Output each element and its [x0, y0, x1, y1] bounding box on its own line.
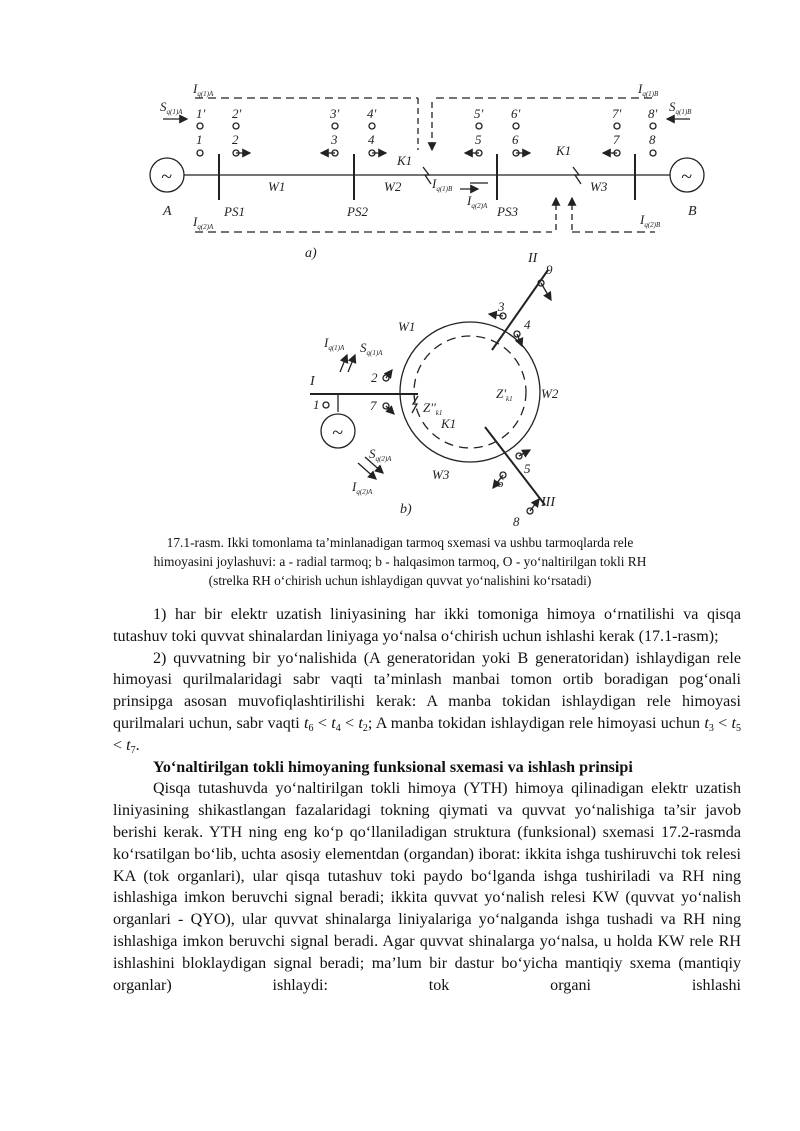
power-left: $S_{q(1)A}$ [160, 99, 183, 116]
ring-line-w2: W2 [541, 386, 559, 401]
paragraph-2: 2) quvvatning bir yo‘nalishida (A generatoridan yoki B generatoridan) ishlaydigan rele himoyasi qurilmalaridagi sabr vaqti ta’minlash manbai tomon ortib boradigan pog‘onali prinsipga asosan muvofiqlashtirilishi kerak: A manba tokidan ishlaydigan rele himoyasi qurilmalari uchun, sabr vaqti $t_6 < t_4 < t_2$; A manba tokidan ishlaydigan rele himoyasi uchun $t_3 < t_5 < t_7$. [113, 649, 741, 756]
bus-ii: II [528, 251, 538, 266]
source-b-label: B [688, 204, 697, 219]
impedance-left: $Z''_{k1}$ [423, 400, 443, 417]
caption-line-2: himoyasini joylashuvi: a - radial tarmoq; b - halqasimon tarmoq, O - yo‘naltirilgan tokli RH [153, 554, 647, 569]
relay-numbers [196, 132, 656, 147]
current-bottom-right: $I_{q(2)B}$ [640, 212, 661, 229]
svg-text:8: 8 [513, 514, 520, 529]
paragraph-1: 1) har bir elektr uzatish liniyasining har ikki tomoniga himoya o‘rnatilishi va qisqa tutashuv toki quvvat shinalardan liniyaga yo‘nalsa o‘chirish uchun ishlashi kerak (17.1-rasm); [113, 606, 741, 645]
svg-text:3': 3' [330, 106, 340, 121]
svg-text:2': 2' [232, 106, 242, 121]
fault-k1-b: K1 [556, 143, 572, 158]
current-mid-bottom: $I_{q(2)A}$ [467, 193, 488, 210]
current-bottom-left: $I_{q(2)A}$ [193, 214, 214, 231]
bus-iii: III [541, 495, 555, 510]
svg-text:5': 5' [474, 106, 484, 121]
relay-numbers-primed [196, 106, 658, 121]
ring-current-bottom: $I_{q(2)A}$ [352, 479, 373, 496]
ring-network-diagram [310, 270, 551, 514]
svg-text:5: 5 [475, 132, 482, 147]
line-w2: W2 [384, 179, 402, 194]
relay-symbols-a [197, 123, 656, 156]
section-heading: Yo‘naltirilgan tokli himoyaning funksional sxemasi va ishlash prinsipi [153, 758, 633, 776]
svg-text:1: 1 [313, 397, 320, 412]
current-top-right: $I_{q(1)B}$ [638, 81, 659, 98]
svg-text:3: 3 [498, 299, 505, 314]
sublabel-b: b) [400, 502, 412, 517]
svg-text:4: 4 [368, 132, 375, 147]
document-body [113, 604, 741, 996]
svg-text:6: 6 [497, 475, 504, 490]
relay-protection-diagram [0, 0, 800, 540]
ring-inner [414, 336, 526, 448]
ring-line-w3: W3 [432, 467, 450, 482]
bus-i: I [310, 374, 315, 389]
generator-ring-symbol: ~ [332, 422, 343, 444]
svg-text:2: 2 [371, 370, 378, 385]
fault-k1-a: K1 [397, 153, 413, 168]
generator-b-symbol: ~ [681, 166, 692, 188]
ring-line-w1: W1 [398, 319, 416, 334]
power-right: $S_{q(1)B}$ [669, 99, 692, 116]
svg-text:4': 4' [367, 106, 377, 121]
impedance-right: $Z'_{k1}$ [496, 386, 513, 403]
substation-ps2: PS2 [347, 204, 368, 219]
svg-text:2: 2 [232, 132, 239, 147]
svg-text:6: 6 [512, 132, 519, 147]
svg-text:8': 8' [648, 106, 658, 121]
radial-network-labels [160, 81, 697, 261]
svg-text:9: 9 [546, 262, 553, 277]
ring-fault-k1: K1 [441, 416, 457, 431]
paragraph-3: Qisqa tutashuvda yo‘naltirilgan tokli himoya (YTH) himoya qilinadigan elektr uzatish liniyasining shikastlangan fazalaridagi tokning qiymati va quvvat yo‘nalishiga ta’sir javob berishi kerak. YTH ning eng ko‘p qo‘llaniladigan struktura (funksional) sxemasi 17.2-rasmda ko‘rsatilgan bo‘lib, uchta asosiy elementdan (organdan) iborat: ikkita ishga tushiruvchi tok relesi KA (tok organlari), ular qisqa tutashuv toki paydo bo‘lganda ishga tushiriladi va RH ning ishlashiga imkon beruvchi signal beradi; ikkita quvvat yo‘nalish relesi KW (quvvat yo‘nalish organlari - QYO), ular quvvat shinalarga liniyalariga yo‘nalganda ishga tushadi va RH ning ishlashiga imkon beruvchi signal beradi. Agar quvvat shinalarga yo‘nalsa, u holda KW rele RH ishlashini bloklaydigan signal beradi; ma’lum bir dastur bo‘yicha mantiqiy sxema (mantiqiy organlar) ishlaydi: tok organi ishlashi [113, 780, 741, 994]
ring-current-top: $I_{q(1)A}$ [324, 335, 345, 352]
ring-relay-numbers [313, 262, 553, 529]
ring-outer [400, 322, 540, 462]
caption-line-3: (strelka RH o‘chirish uchun ishlaydigan quvvat yo‘nalishini ko‘rsatadi) [208, 573, 592, 588]
current-top-left: $I_{q(1)A}$ [193, 81, 214, 98]
line-w1: W1 [268, 179, 286, 194]
substation-ps3: PS3 [497, 204, 518, 219]
svg-text:7': 7' [612, 106, 622, 121]
ring-network-labels [309, 251, 559, 529]
caption-line-1: 17.1-rasm. Ikki tomonlama ta’minlanadigan tarmoq sxemasi va ushbu tarmoqlarda rele [166, 535, 634, 550]
current-mid-top: $I_{q(1)B}$ [432, 176, 453, 193]
svg-text:8: 8 [649, 132, 656, 147]
sublabel-a: a) [305, 246, 317, 261]
ring-power-bottom: $S_{q(2)A}$ [369, 446, 392, 463]
svg-text:4: 4 [524, 317, 531, 332]
svg-text:5: 5 [524, 461, 531, 476]
svg-text:1: 1 [196, 132, 203, 147]
figure-caption [110, 533, 690, 590]
generator-a-symbol: ~ [161, 166, 172, 188]
source-a-label: A [163, 204, 172, 219]
svg-text:1': 1' [196, 106, 206, 121]
svg-text:7: 7 [370, 398, 377, 413]
substation-ps1: PS1 [224, 204, 245, 219]
ring-power-top: $S_{q(1)A}$ [360, 340, 383, 357]
svg-text:7: 7 [613, 132, 620, 147]
line-w3: W3 [590, 179, 608, 194]
svg-text:6': 6' [511, 106, 521, 121]
svg-text:3: 3 [331, 132, 338, 147]
